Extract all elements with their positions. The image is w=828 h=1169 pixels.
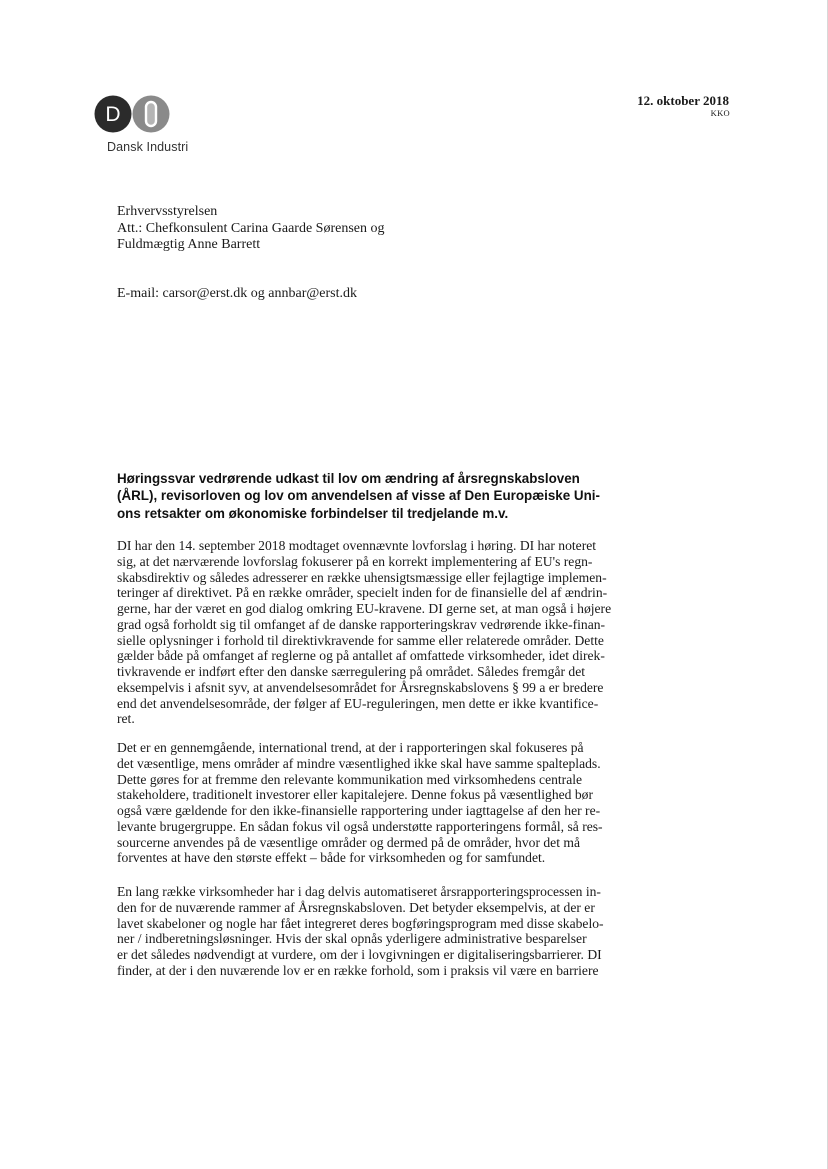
paragraph-line: stakeholdere, traditionelt investorer eller kapitalejere. Denne fokus på væsentlighed bør — [117, 787, 593, 803]
paragraph-line: ret. — [117, 711, 135, 727]
heading-line: (ÅRL), revisorloven og lov om anvendelsen af visse af Den Europæiske Uni- — [117, 488, 600, 504]
paragraph-line: end det anvendelsesområde, der følger af EU-reguleringen, men dette er ikke kvantifice- — [117, 695, 599, 711]
paragraph-line: grad også forholdt sig til omfanget af de danske rapporteringskrav vedrørende ikke-finan- — [117, 616, 606, 632]
recipient-line: Erhvervsstyrelsen — [117, 204, 218, 219]
paragraph-line: forventes at have den største effekt – både for virksomheden og for samfundet. — [117, 850, 546, 866]
paragraph-line: sielle oplysninger i forhold til direktivkravende for samme eller relaterede områder. Dette — [117, 632, 604, 648]
paragraph-line: også være gældende for den ikke-finansielle rapportering under iagttagelse af den her re- — [117, 803, 601, 818]
paragraph-line: den for de nuværende rammer af Årsregnskabsloven. Det betyder eksempelvis, at der er — [117, 899, 595, 915]
paragraph-line: det væsentlige, mens områder af mindre væsentlighed ikke skal have samme spalteplads. — [117, 755, 601, 771]
di-logo — [94, 94, 174, 134]
paragraph-line: Dette gøres for at fremme den relevante kommunikation med virksomhedens centrale — [117, 771, 583, 787]
paragraph-line: levante brugergruppe. En sådan fokus vil også understøtte rapporteringens formål, så res- — [117, 818, 603, 834]
paragraph-line: sig, at det nærværende lovforslag fokuserer på en korrekt implementering af EU's regn- — [117, 553, 593, 569]
organization-name: Dansk Industri — [107, 140, 189, 154]
paragraph-line: gerne, har der været en god dialog omkring EU-kravene. DI gerne set, at man også i højere — [117, 601, 612, 616]
paragraph-line: eksempelvis i afsnit syv, at anvendelsesområdet for Årsregnskabslovens § 99 a er bredere — [117, 679, 604, 695]
paragraph-line: Det er en gennemgående, international trend, at der i rapporteringen skal fokuseres på — [117, 740, 584, 755]
recipient-email: E-mail: carsor@erst.dk og annbar@erst.dk — [117, 286, 357, 301]
paragraph-line: teringer af direktivet. På en række områder, specielt inden for de finansielle del af ændrin- — [117, 585, 608, 601]
paragraph-line: er det således nødvendigt at vurdere, om der i lovgivningen er digitaliseringsbarrierer. DI — [117, 947, 602, 962]
paragraph-line: lavet skabeloner og nogle har fået integreret deres bogføringsprogram med disse skabelo- — [117, 915, 604, 931]
recipient-address — [117, 204, 385, 254]
paragraph-line: skabsdirektiv og således adresserer en række uhensigtsmæssige eller fejlagtige implemen- — [117, 569, 607, 585]
paragraph-line: tivkravende er indført efter den danske særregulering på området. Således fremgår det — [117, 664, 586, 679]
di-logo-icon — [94, 94, 174, 134]
letter-date: 12. oktober 2018 — [637, 93, 729, 108]
letter-heading — [117, 470, 653, 522]
body-paragraph-1 — [117, 538, 655, 727]
body-paragraph-3 — [117, 884, 655, 979]
paragraph-line: DI har den 14. september 2018 modtaget ovennævnte lovforslag i høring. DI har noteret — [117, 538, 597, 553]
paragraph-line: gælder både på omfanget af reglerne og på antallet af omfattede virksomheder, idet direk- — [117, 648, 605, 664]
recipient-line: Fuldmægtig Anne Barrett — [117, 237, 261, 252]
paragraph-line: finder, at der i den nuværende lov er en række forhold, som i praksis vil være en barriere — [117, 962, 599, 978]
recipient-line: Att.: Chefkonsulent Carina Gaarde Sørensen og — [117, 220, 385, 236]
logo-letter-d: D — [105, 103, 121, 126]
paragraph-line: sourcerne anvendes på de væsentlige områder og dermed på de områder, hvor det må — [117, 834, 580, 850]
paragraph-line: ner / indberetningsløsninger. Hvis der skal opnås yderligere administrative besparelser — [117, 931, 587, 947]
body-paragraph-2 — [117, 740, 655, 866]
author-initials: KKO — [710, 108, 730, 118]
paragraph-line: En lang række virksomheder har i dag delvis automatiseret årsrapporteringsprocessen in- — [117, 884, 601, 899]
heading-line: Høringssvar vedrørende udkast til lov om ændring af årsregnskabsloven — [117, 471, 580, 486]
heading-line: ons retsakter om økonomiske forbindelser til tredjelande m.v. — [117, 505, 509, 521]
